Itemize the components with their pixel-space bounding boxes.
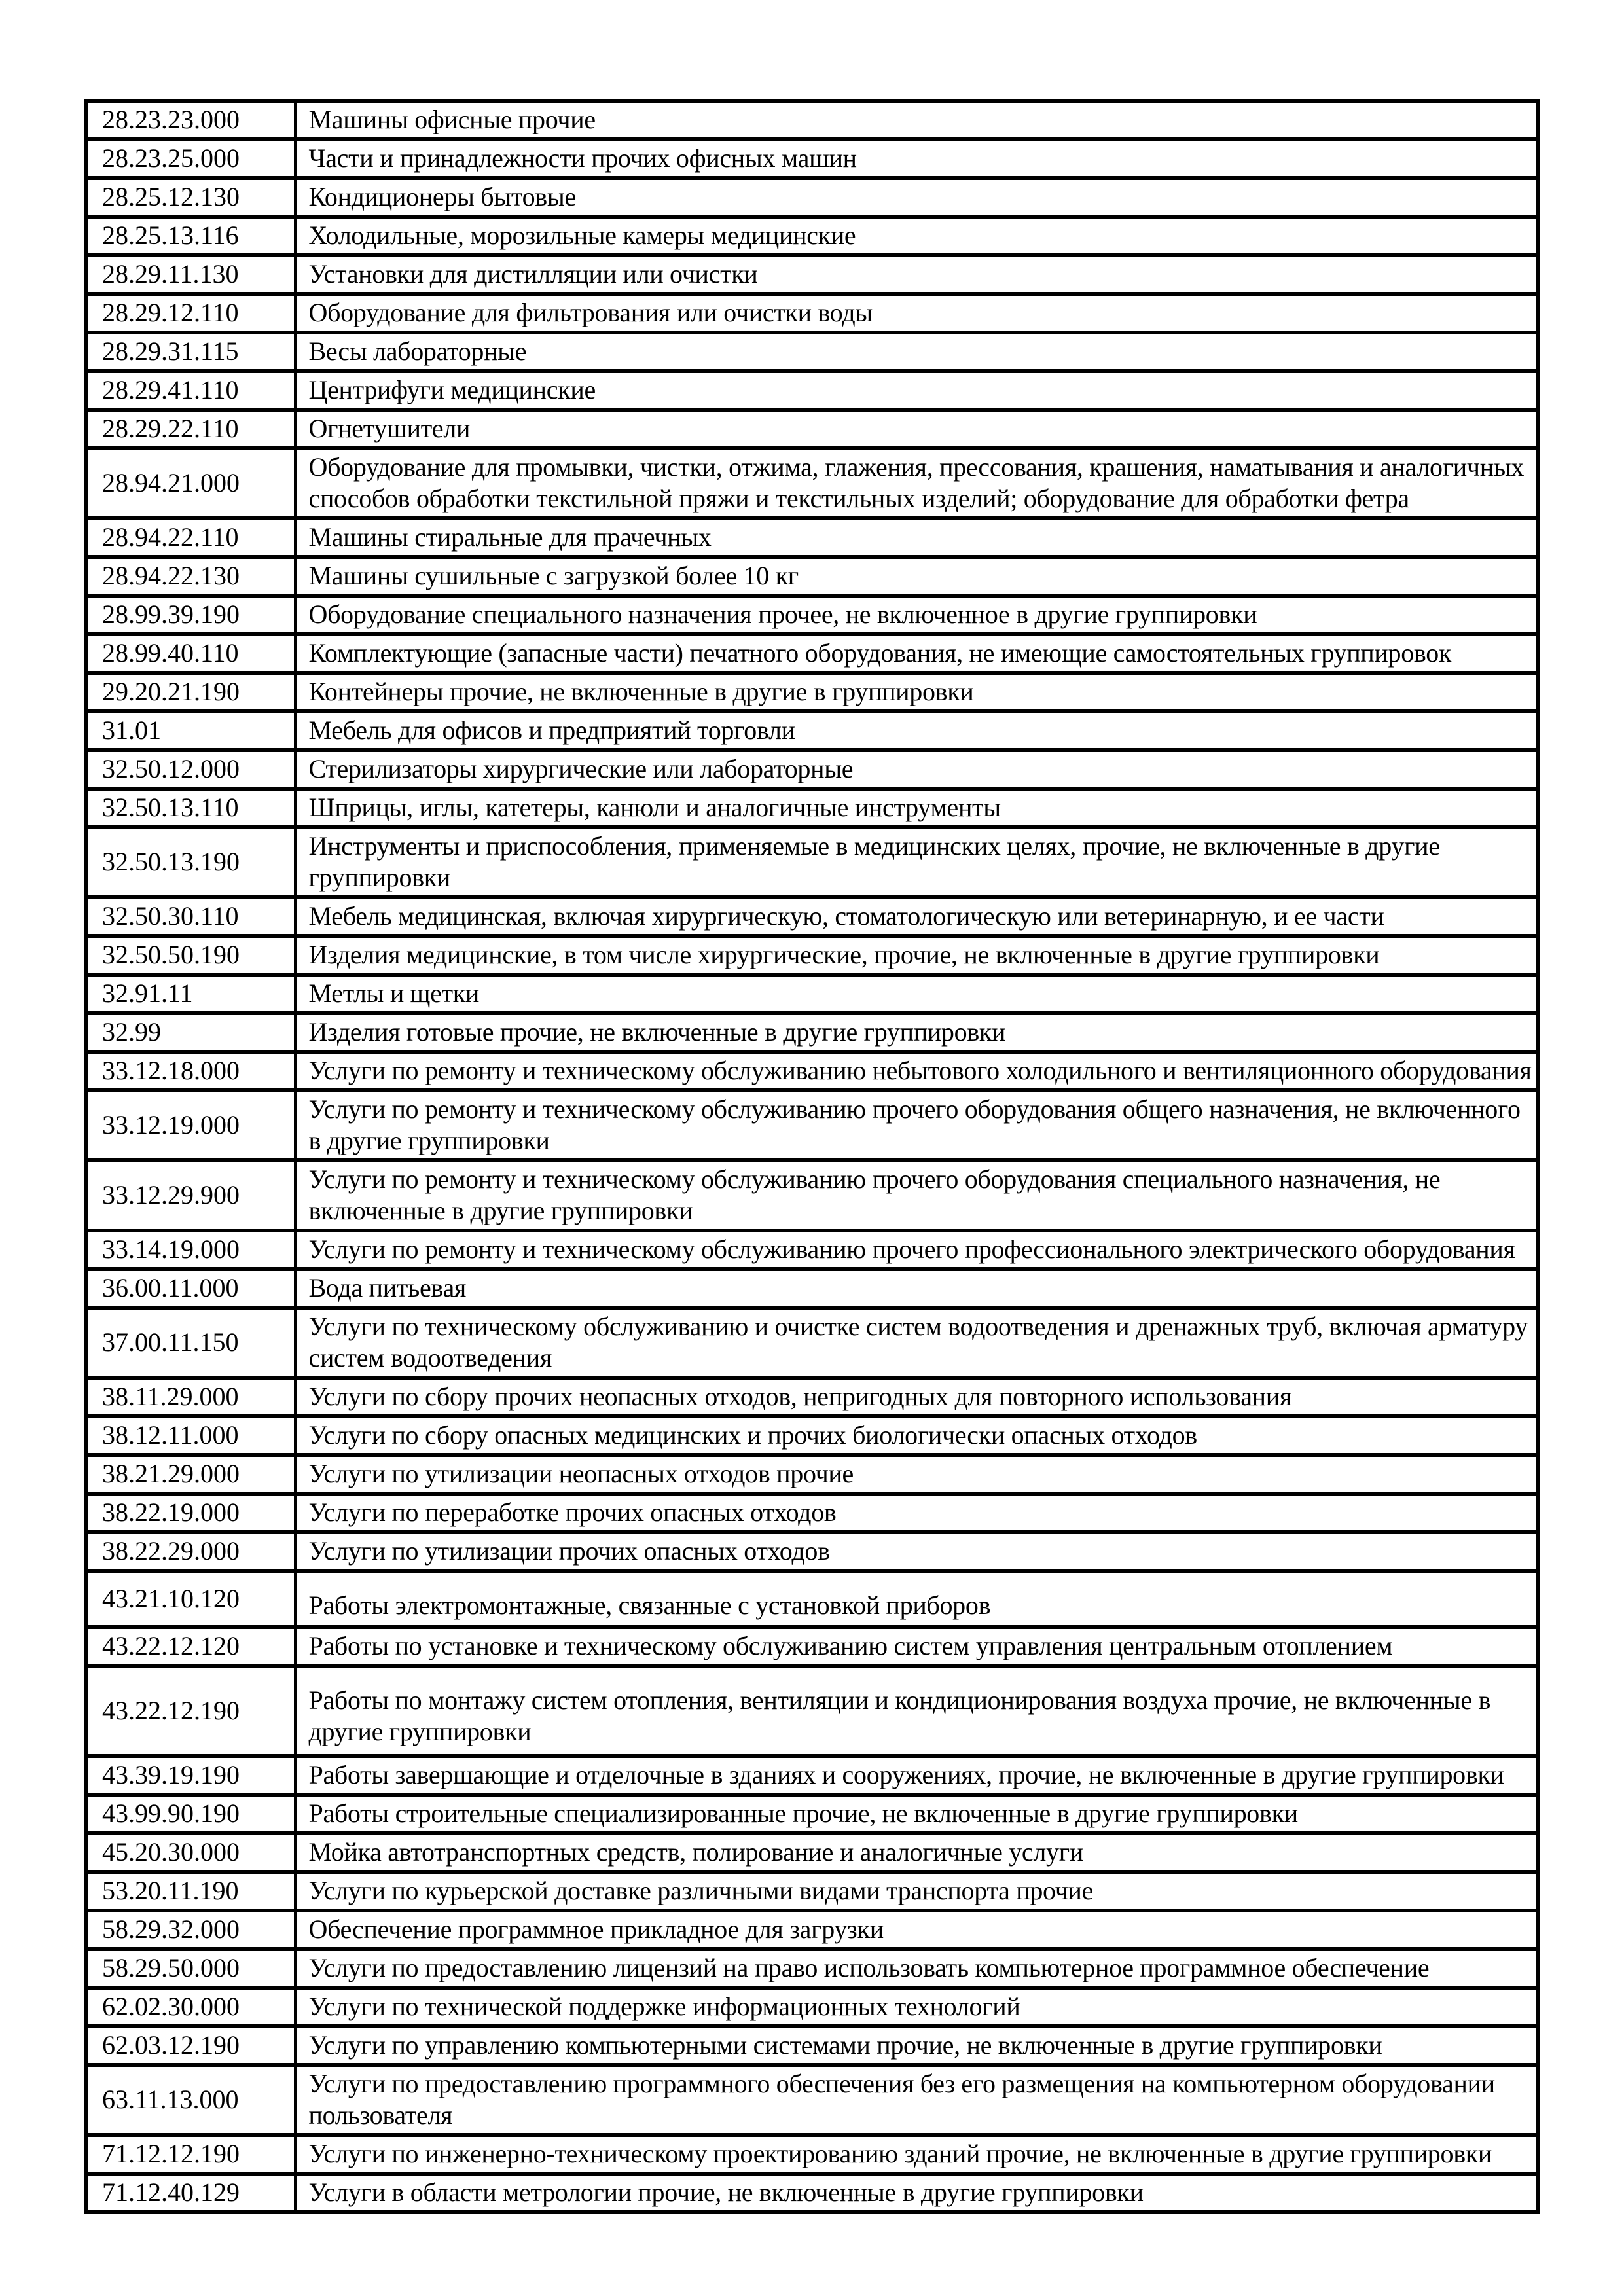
table-row bbox=[86, 294, 1538, 332]
description-cell: Шприцы, иглы, катетеры, канюли и аналогичные инструменты bbox=[295, 789, 1538, 827]
description-cell: Холодильные, морозильные камеры медицинские bbox=[295, 217, 1538, 255]
description-cell: Услуги по ремонту и техническому обслуживанию небытового холодильного и вентиляционного оборудования bbox=[295, 1052, 1538, 1090]
description-cell: Услуги по утилизации прочих опасных отходов bbox=[295, 1532, 1538, 1571]
description-cell: Услуги по технической поддержке информационных технологий bbox=[295, 1988, 1538, 2026]
description-cell: Центрифуги медицинские bbox=[295, 371, 1538, 410]
code-cell: 33.12.19.000 bbox=[86, 1090, 295, 1160]
code-cell: 28.23.23.000 bbox=[86, 101, 295, 139]
table-row bbox=[86, 634, 1538, 673]
table-row bbox=[86, 1230, 1538, 1269]
description-cell: Огнетушители bbox=[295, 410, 1538, 448]
table-row bbox=[86, 1795, 1538, 1833]
code-cell: 71.12.12.190 bbox=[86, 2135, 295, 2174]
table-row bbox=[86, 1494, 1538, 1532]
code-table-body bbox=[86, 101, 1538, 2212]
table-row bbox=[86, 371, 1538, 410]
code-cell: 63.11.13.000 bbox=[86, 2065, 295, 2135]
description-cell: Оборудование специального назначения прочее, не включенное в другие группировки bbox=[295, 596, 1538, 634]
description-cell: Машины стиральные для прачечных bbox=[295, 518, 1538, 557]
description-cell: Услуги по курьерской доставке различными видами транспорта прочие bbox=[295, 1872, 1538, 1910]
code-cell: 38.21.29.000 bbox=[86, 1455, 295, 1494]
code-cell: 28.25.12.130 bbox=[86, 178, 295, 217]
description-cell: Услуги по утилизации неопасных отходов прочие bbox=[295, 1455, 1538, 1494]
code-cell: 53.20.11.190 bbox=[86, 1872, 295, 1910]
description-cell: Изделия готовые прочие, не включенные в другие группировки bbox=[295, 1013, 1538, 1052]
code-cell: 38.22.19.000 bbox=[86, 1494, 295, 1532]
table-row bbox=[86, 1378, 1538, 1416]
code-cell: 62.02.30.000 bbox=[86, 1988, 295, 2026]
description-cell: Работы строительные специализированные прочие, не включенные в другие группировки bbox=[295, 1795, 1538, 1833]
table-row bbox=[86, 448, 1538, 518]
table-row bbox=[86, 410, 1538, 448]
code-cell: 37.00.11.150 bbox=[86, 1308, 295, 1378]
description-cell: Комплектующие (запасные части) печатного оборудования, не имеющие самостоятельных группировок bbox=[295, 634, 1538, 673]
code-cell: 28.94.22.130 bbox=[86, 557, 295, 596]
code-cell: 28.29.41.110 bbox=[86, 371, 295, 410]
code-cell: 28.25.13.116 bbox=[86, 217, 295, 255]
table-row bbox=[86, 897, 1538, 936]
description-cell: Услуги по сбору опасных медицинских и прочих биологически опасных отходов bbox=[295, 1416, 1538, 1455]
table-row bbox=[86, 1872, 1538, 1910]
code-cell: 32.91.11 bbox=[86, 975, 295, 1013]
table-row bbox=[86, 1269, 1538, 1308]
table-row bbox=[86, 1949, 1538, 1988]
table-row bbox=[86, 1532, 1538, 1571]
code-cell: 32.50.13.190 bbox=[86, 827, 295, 897]
code-cell: 33.12.18.000 bbox=[86, 1052, 295, 1090]
code-cell: 71.12.40.129 bbox=[86, 2174, 295, 2212]
table-row bbox=[86, 2026, 1538, 2065]
code-cell: 43.22.12.120 bbox=[86, 1627, 295, 1666]
description-cell: Работы по установке и техническому обслуживанию систем управления центральным отоплением bbox=[295, 1627, 1538, 1666]
description-cell: Услуги по техническому обслуживанию и очистке систем водоотведения и дренажных труб, включая арматуру систем водоотведения bbox=[295, 1308, 1538, 1378]
code-cell: 38.12.11.000 bbox=[86, 1416, 295, 1455]
code-cell: 28.29.31.115 bbox=[86, 332, 295, 371]
table-row bbox=[86, 1910, 1538, 1949]
description-cell: Оборудование для фильтрования или очистки воды bbox=[295, 294, 1538, 332]
description-cell: Части и принадлежности прочих офисных машин bbox=[295, 139, 1538, 178]
code-cell: 43.99.90.190 bbox=[86, 1795, 295, 1833]
description-cell: Мебель медицинская, включая хирургическую, стоматологическую или ветеринарную, и ее части bbox=[295, 897, 1538, 936]
table-row bbox=[86, 1416, 1538, 1455]
code-cell: 43.39.19.190 bbox=[86, 1756, 295, 1795]
code-cell: 33.12.29.900 bbox=[86, 1160, 295, 1230]
table-row bbox=[86, 139, 1538, 178]
code-cell: 58.29.50.000 bbox=[86, 1949, 295, 1988]
table-row bbox=[86, 789, 1538, 827]
table-row bbox=[86, 1666, 1538, 1756]
table-row bbox=[86, 1052, 1538, 1090]
description-cell: Услуги по ремонту и техническому обслуживанию прочего оборудования специального назначения, не включенные в другие группировки bbox=[295, 1160, 1538, 1230]
code-cell: 29.20.21.190 bbox=[86, 673, 295, 711]
table-row bbox=[86, 101, 1538, 139]
table-row bbox=[86, 1833, 1538, 1872]
description-cell: Работы завершающие и отделочные в зданиях и сооружениях, прочие, не включенные в другие группировки bbox=[295, 1756, 1538, 1795]
description-cell: Услуги по переработке прочих опасных отходов bbox=[295, 1494, 1538, 1532]
description-cell: Услуги по инженерно-техническому проектированию зданий прочие, не включенные в другие группировки bbox=[295, 2135, 1538, 2174]
description-cell: Оборудование для промывки, чистки, отжима, глажения, прессования, крашения, наматывания и аналогичных способов обработки текстильной пряжи и текстильных изделий; оборудование для обработки фетра bbox=[295, 448, 1538, 518]
description-cell: Услуги по управлению компьютерными системами прочие, не включенные в другие группировки bbox=[295, 2026, 1538, 2065]
code-cell: 45.20.30.000 bbox=[86, 1833, 295, 1872]
code-cell: 43.22.12.190 bbox=[86, 1666, 295, 1756]
code-cell: 38.11.29.000 bbox=[86, 1378, 295, 1416]
table-row bbox=[86, 2135, 1538, 2174]
table-row bbox=[86, 1308, 1538, 1378]
code-cell: 38.22.29.000 bbox=[86, 1532, 295, 1571]
table-row bbox=[86, 1756, 1538, 1795]
description-cell: Работы по монтажу систем отопления, вентиляции и кондиционирования воздуха прочие, не включенные в другие группировки bbox=[295, 1666, 1538, 1756]
description-cell: Контейнеры прочие, не включенные в другие в группировки bbox=[295, 673, 1538, 711]
table-row bbox=[86, 255, 1538, 294]
table-row bbox=[86, 936, 1538, 975]
description-cell: Услуги в области метрологии прочие, не включенные в другие группировки bbox=[295, 2174, 1538, 2212]
table-row bbox=[86, 1090, 1538, 1160]
code-cell: 28.94.21.000 bbox=[86, 448, 295, 518]
description-cell: Услуги по сбору прочих неопасных отходов, непригодных для повторного использования bbox=[295, 1378, 1538, 1416]
code-cell: 62.03.12.190 bbox=[86, 2026, 295, 2065]
table-row bbox=[86, 1627, 1538, 1666]
description-cell: Услуги по предоставлению программного обеспечения без его размещения на компьютерном оборудовании пользователя bbox=[295, 2065, 1538, 2135]
code-cell: 58.29.32.000 bbox=[86, 1910, 295, 1949]
table-row bbox=[86, 750, 1538, 789]
table-row bbox=[86, 2174, 1538, 2212]
table-row bbox=[86, 178, 1538, 217]
code-cell: 36.00.11.000 bbox=[86, 1269, 295, 1308]
table-row bbox=[86, 332, 1538, 371]
code-cell: 28.99.39.190 bbox=[86, 596, 295, 634]
code-cell: 28.99.40.110 bbox=[86, 634, 295, 673]
description-cell: Обеспечение программное прикладное для загрузки bbox=[295, 1910, 1538, 1949]
code-cell: 32.99 bbox=[86, 1013, 295, 1052]
code-cell: 31.01 bbox=[86, 711, 295, 750]
table-row bbox=[86, 975, 1538, 1013]
code-cell: 28.29.22.110 bbox=[86, 410, 295, 448]
code-cell: 43.21.10.120 bbox=[86, 1571, 295, 1627]
description-cell: Мойка автотранспортных средств, полирование и аналогичные услуги bbox=[295, 1833, 1538, 1872]
code-cell: 28.29.12.110 bbox=[86, 294, 295, 332]
table-row bbox=[86, 711, 1538, 750]
description-cell: Инструменты и приспособления, применяемые в медицинских целях, прочие, не включенные в другие группировки bbox=[295, 827, 1538, 897]
table-row bbox=[86, 217, 1538, 255]
description-cell: Работы электромонтажные, связанные с установкой приборов bbox=[295, 1571, 1538, 1627]
description-cell: Услуги по ремонту и техническому обслуживанию прочего оборудования общего назначения, не включенного в другие группировки bbox=[295, 1090, 1538, 1160]
table-row bbox=[86, 1571, 1538, 1627]
description-cell: Метлы и щетки bbox=[295, 975, 1538, 1013]
code-cell: 28.23.25.000 bbox=[86, 139, 295, 178]
description-cell: Изделия медицинские, в том числе хирургические, прочие, не включенные в другие группировки bbox=[295, 936, 1538, 975]
table-row bbox=[86, 1988, 1538, 2026]
table-row bbox=[86, 827, 1538, 897]
description-cell: Установки для дистилляции или очистки bbox=[295, 255, 1538, 294]
table-row bbox=[86, 1160, 1538, 1230]
table-row bbox=[86, 518, 1538, 557]
table-row bbox=[86, 2065, 1538, 2135]
description-cell: Услуги по ремонту и техническому обслуживанию прочего профессионального электрического оборудования bbox=[295, 1230, 1538, 1269]
table-row bbox=[86, 557, 1538, 596]
description-cell: Весы лабораторные bbox=[295, 332, 1538, 371]
table-row bbox=[86, 673, 1538, 711]
table-row bbox=[86, 596, 1538, 634]
code-cell: 28.94.22.110 bbox=[86, 518, 295, 557]
code-cell: 32.50.12.000 bbox=[86, 750, 295, 789]
code-cell: 32.50.50.190 bbox=[86, 936, 295, 975]
description-cell: Услуги по предоставлению лицензий на право использовать компьютерное программное обеспечение bbox=[295, 1949, 1538, 1988]
description-cell: Мебель для офисов и предприятий торговли bbox=[295, 711, 1538, 750]
description-cell: Стерилизаторы хирургические или лабораторные bbox=[295, 750, 1538, 789]
code-cell: 32.50.13.110 bbox=[86, 789, 295, 827]
description-cell: Машины сушильные с загрузкой более 10 кг bbox=[295, 557, 1538, 596]
code-cell: 33.14.19.000 bbox=[86, 1230, 295, 1269]
code-cell: 32.50.30.110 bbox=[86, 897, 295, 936]
code-table bbox=[84, 99, 1540, 2214]
table-row bbox=[86, 1455, 1538, 1494]
code-cell: 28.29.11.130 bbox=[86, 255, 295, 294]
description-cell: Машины офисные прочие bbox=[295, 101, 1538, 139]
description-cell: Кондиционеры бытовые bbox=[295, 178, 1538, 217]
description-cell: Вода питьевая bbox=[295, 1269, 1538, 1308]
table-row bbox=[86, 1013, 1538, 1052]
